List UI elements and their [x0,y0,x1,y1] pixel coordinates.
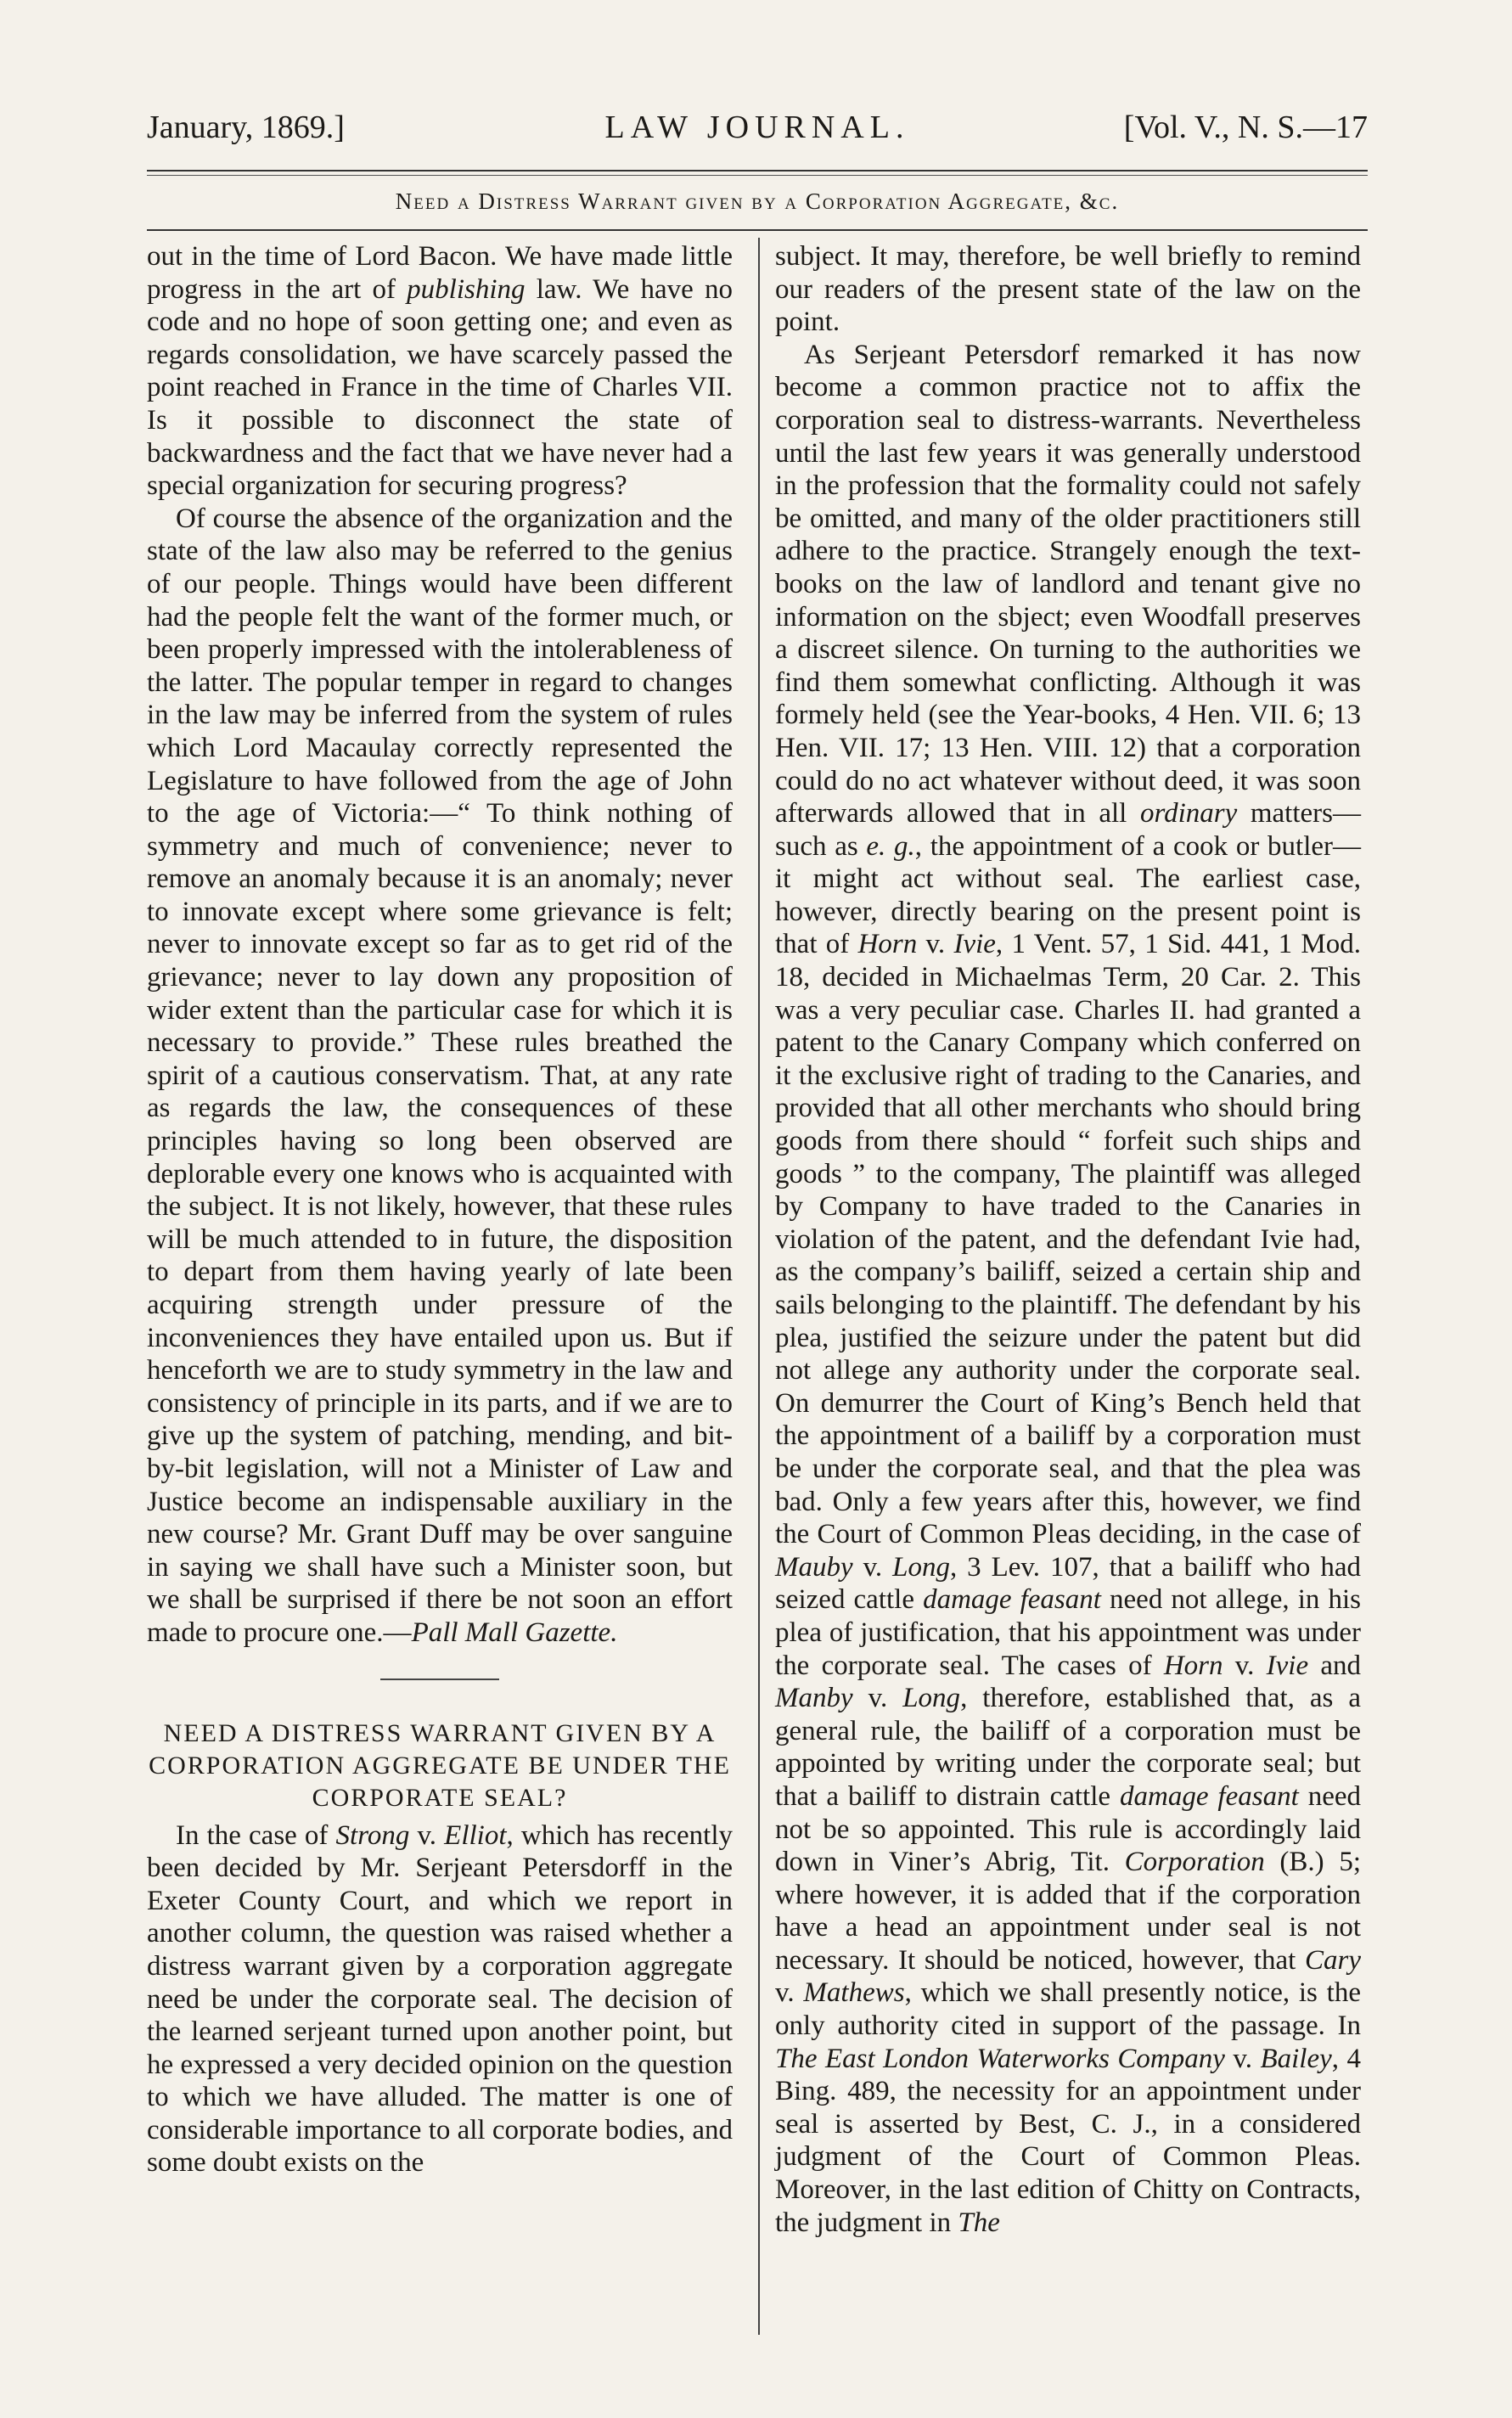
article-title: NEED A DISTRESS WARRANT GIVEN BY A CORPORATION AGGREGATE BE UNDER THE CORPORATE SEAL? [149,1718,731,1812]
header-rule [147,170,1368,172]
header-volume: [Vol. V., N. S.—17 [1123,110,1368,145]
section-separator [380,1679,499,1680]
header-rule-thin [147,175,1368,176]
running-title-rule [147,229,1368,231]
left-column [147,240,733,2179]
paragraph: out in the time of Lord Bacon. We have made little progress in the art of publishing law. We have no code and no hope of soon getting one; and even as regards consolidation, we have scarcely passed the point reached in France in the time of Charles VII. Is it possible to disconnect the state of backwardness and the fact that we have never had a special organization for securing progress? [147,241,733,502]
paragraph: In the case of Strong v. Elliot, which has recently been decided by Mr. Serjeant Petersdorff in the Exeter County Court, and which we report in another column, the question was raised whether a distress warrant given by a corporation aggregate need be under the corporate seal. The decision of the learned serjeant turned upon another point, but he expressed a very decided opinion on the question to which we have alluded. The matter is one of considerable importance to all corporate bodies, and some doubt exists on the [147,1819,734,2179]
page-header [147,109,1368,160]
paragraph: As Serjeant Petersdorf remarked it has now become a common practice not to affix the corporation seal to distress-warrants. Nevertheless until the last few years it was generally understood in the profession that the formality could not safely be omitted, and many of the older practitioners still adhere to the practice. Strangely enough the text-books on the law of landlord and tenant give no information on the sbject; even Woodfall preserves a discreet silence. On turning to the authorities we find them somewhat conflicting. Although it was formely held (see the Year-books, 4 Hen. VII. 6; 13 Hen. VII. 17; 13 Hen. VIII. 12) that a corporation could do no act whatever without deed, it was soon afterwards allowed that in all ordinary matters—such as e. g., the appointment of a cook or butler—it might act without seal. The earliest case, however, directly bearing on the present point is that of Horn v. Ivie, 1 Vent. 57, 1 Sid. 441, 1 Mod. 18, decided in Michaelmas Term, 20 Car. 2. This was a very peculiar case. Charles II. had granted a patent to the Canary Company which conferred on it the exclusive right of trading to the Canaries, and provided that all other merchants who should bring goods from there should “ forfeit such ships and goods ” to the company, The plaintiff was alleged by Company to have traded to the Canaries in violation of the patent, and the defendant Ivie had, as the company’s bailiff, seized a certain ship and sails belonging to the plaintiff. The defendant by his plea, justified the seizure under the patent but did not allege any authority under the corporate seal. On demurrer the Court of King’s Bench held that the appointment of a bailiff by a corporation must be under the corporate seal, and that the plea was bad. Only a few years after this, however, we find the Court of Common Pleas deciding, in the case of Mauby v. Long, 3 Lev. 107, that a bailiff who had seized cattle damage feasant need not allege, in his plea of justification, that his appointment was under the corporate seal. The cases of Horn v. Ivie and Manby v. Long, therefore, established that, as a general rule, the bailiff of a corporation must be appointed by writing under the corporate seal; but that a bailiff to distrain cattle damage feasant need not be so appointed. This rule is accordingly laid down in Viner’s Abrig, Tit. Corporation (B.) 5; where however, it is added that if the corporation have a head an appointment under seal is not necessary. It should be noticed, however, that Cary v. Mathews, which we shall presently notice, is the only authority cited in support of the passage. In The East London Waterworks Company v. Bailey, 4 Bing. 489, the necessity for an appointment under seal is asserted by Best, C. J., in a considered judgment of the Court of Common Pleas. Moreover, in the last edition of Chitty on Contracts, the judgment in The [775,339,1362,2238]
right-column [775,240,1361,2239]
header-journal-title: LAW JOURNAL. [604,110,910,145]
header-date: January, 1869.] [147,110,345,145]
running-title: Need a Distress Warrant given by a Corporation Aggregate, &c. [395,188,1120,214]
paragraph: Of course the absence of the organization and the state of the law also may be referred to the genius of our people. Things would have been different had the people felt the want of the former much, or been properly impressed with the intolerableness of the latter. The popular temper in regard to changes in the law may be inferred from the system of rules which Lord Macaulay correctly represented the Legislature to have followed from the age of John to the age of Victoria:—“ To think nothing of symmetry and much of convenience; never to remove an anomaly because it is an anomaly; never to innovate except where some grievance is felt; never to innovate except so far as to get rid of the grievance; never to lay down any proposition of wider extent than the particular case for which it is necessary to provide.” These rules breathed the spirit of a cautious conservatism. That, at any rate as regards the law, the consequences of these principles having so long been observed are deplorable every one knows who is acquainted with the subject. It is not likely, however, that these rules will be much attended to in future, the disposition to depart from them having yearly of late been acquiring strength under pressure of the inconveniences they have entailed upon us. But if henceforth we are to study symmetry in the law and consistency of principle in its parts, and if we are to give up the system of patching, mending, and bit-by-bit legislation, will not a Minister of Law and Justice become an indispensable auxiliary in the new course? Mr. Grant Duff may be over sanguine in saying we shall have such a Minister soon, but we shall be surprised if there be not soon an effort made to procure one.—Pall Mall Gazette. [147,503,733,1648]
source-citation: Pall Mall Gazette. [411,1617,618,1648]
paragraph: subject. It may, therefore, be well briefly to remind our readers of the present state of the law on the point. [775,241,1361,338]
column-divider [758,238,760,2335]
